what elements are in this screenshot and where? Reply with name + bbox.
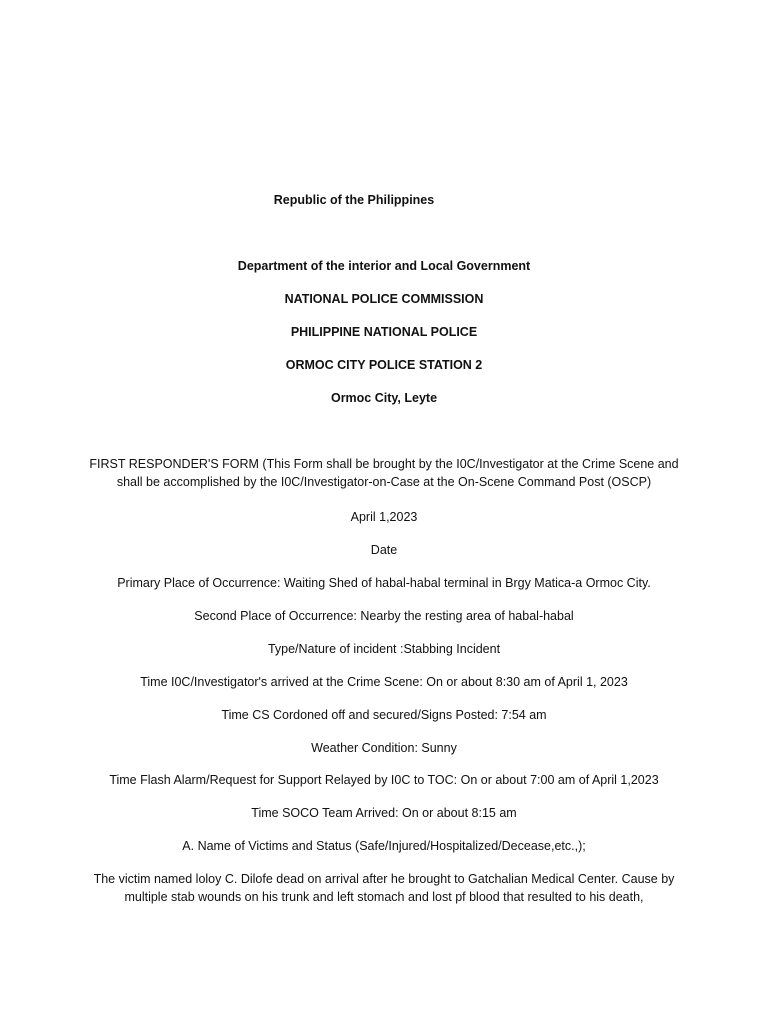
- time-flash-alarm: Time Flash Alarm/Request for Support Relayed by I0C to TOC: On or about 7:00 am of April 1,2023: [109, 773, 659, 787]
- victim-line1: The victim named loloy C. Dilofe dead on arrival after he brought to Gatchalian Medical Center. Cause by: [93, 872, 675, 886]
- primary-place: Primary Place of Occurrence: Waiting Shed of habal-habal terminal in Brgy Matica-a Ormoc City.: [117, 576, 651, 590]
- incident-type: Type/Nature of incident :Stabbing Incident: [267, 642, 501, 656]
- time-arrived: Time I0C/Investigator's arrived at the Crime Scene: On or about 8:30 am of April 1, 2023: [140, 675, 628, 689]
- header-station: ORMOC CITY POLICE STATION 2: [285, 358, 483, 372]
- header-commission: NATIONAL POLICE COMMISSION: [284, 292, 484, 306]
- header-republic: Republic of the Philippines: [273, 193, 435, 207]
- weather-condition: Weather Condition: Sunny: [311, 741, 457, 755]
- header-location: Ormoc City, Leyte: [330, 391, 438, 405]
- form-title-line1: FIRST RESPONDER'S FORM (This Form shall be brought by the I0C/Investigator at the Crime Scene and: [89, 457, 679, 471]
- header-department: Department of the interior and Local Government: [237, 259, 531, 273]
- second-place: Second Place of Occurrence: Nearby the resting area of habal-habal: [194, 609, 574, 623]
- time-cordoned: Time CS Cordoned off and secured/Signs Posted: 7:54 am: [221, 708, 547, 722]
- form-title-line2: shall be accomplished by the I0C/Investigator-on-Case at the On-Scene Command Post (OSCP): [116, 475, 652, 489]
- time-soco: Time SOCO Team Arrived: On or about 8:15 am: [251, 806, 517, 820]
- date-value: April 1,2023: [350, 510, 418, 524]
- header-pnp: PHILIPPINE NATIONAL POLICE: [290, 325, 478, 339]
- date-label: Date: [370, 543, 398, 557]
- victim-line2: multiple stab wounds on his trunk and left stomach and lost pf blood that resulted to his death,: [124, 890, 644, 904]
- victims-heading: A. Name of Victims and Status (Safe/Injured/Hospitalized/Decease,etc.,);: [182, 839, 586, 853]
